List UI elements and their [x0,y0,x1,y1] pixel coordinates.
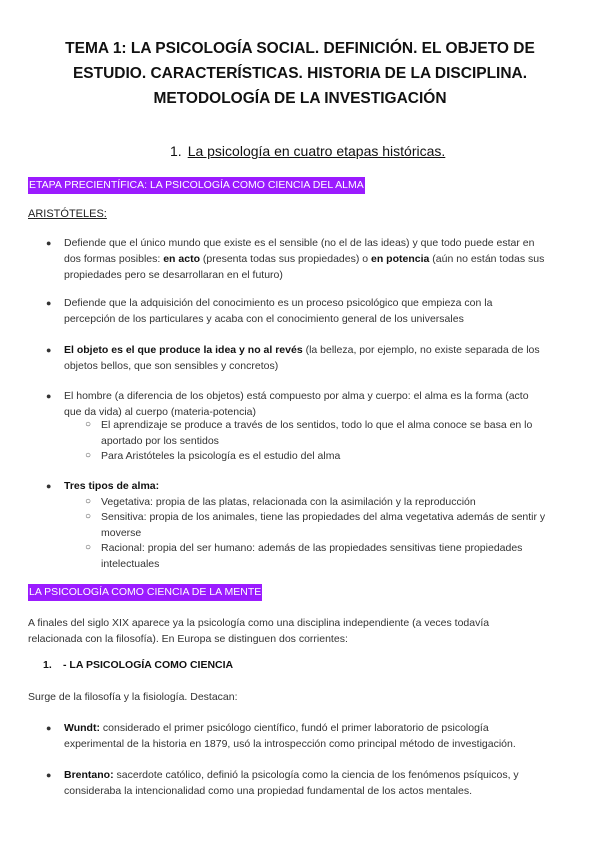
paragraph-surge: Surge de la filosofía y la fisiología. Destacan: [28,691,238,703]
section-heading-text: La psicología en cuatro etapas históricas. [187,143,446,159]
bullet-item-brentano: Brentano: sacerdote católico, definió la psicología como la ciencia de los fenómenos psíquicos, y consideraba la intencionalidad como una propiedad fundamental de los actos mentales. [64,769,519,797]
bullet-icon: ● [46,238,52,248]
section-heading-1 [170,143,445,159]
bullet-item-wundt: Wundt: considerado el primer psicólogo científico, fundó el primer laboratorio de psicología experimental de la historia en 1879, usó la introspección como principal método de investigación. [64,722,516,750]
document-title [40,36,560,111]
title-line-3: METODOLOGÍA DE LA INVESTIGACIÓN [153,90,447,107]
subbullet-item-estudio-alma: Para Aristóteles la psicología es el estudio del alma [101,450,341,462]
title-line-1: TEMA 1: LA PSICOLOGÍA SOCIAL. DEFINICIÓN. EL OBJETO DE [65,40,535,57]
subbullet-item-sensitiva: Sensitiva: propia de los animales, tiene las propiedades del alma vegetativa además de sentir y moverse [101,511,546,539]
bullet-item-4: El hombre (a diferencia de los objetos) está compuesto por alma y cuerpo: el alma es la forma (acto que da vida) al cuerpo (materia-potencia) [64,390,529,418]
subbullet-item-aprendizaje: El aprendizaje se produce a través de los sentidos, todo lo que el alma conoce se basa en lo aportado por los sentidos [101,419,533,447]
bullet-icon: ● [46,723,52,733]
bullet-icon: ● [46,481,52,491]
bullet-icon: ● [46,345,52,355]
author-heading-aristoteles: ARISTÓTELES: [28,208,107,220]
subbullet-item-vegetativa: Vegetativa: propia de las platas, relacionada con la asimilación y la reproducción [101,496,476,508]
bullet-icon: ● [46,391,52,401]
bullet-item-2: Defiende que la adquisición del conocimiento es un proceso psicológico que empieza con la percepción de los particulares y acaba con el conocimiento general de los universales [64,297,493,325]
bullet-item-5: Tres tipos de alma: [64,480,160,492]
bullet-item-3: El objeto es el que produce la idea y no al revés (la belleza, por ejemplo, no existe separada de los objetos bellos, que son sensibles y concretos) [64,344,540,372]
highlight-ciencia-mente: LA PSICOLOGÍA COMO CIENCIA DE LA MENTE [28,584,262,601]
subbullet-icon: ○ [85,496,92,507]
bullet-icon: ● [46,770,52,780]
subbullet-item-racional: Racional: propia del ser humano: además de las propiedades sensitivas tiene propiedades intelectuales [101,542,523,570]
subbullet-icon: ○ [85,450,92,461]
bullet-icon: ● [46,298,52,308]
title-line-2: ESTUDIO. CARACTERÍSTICAS. HISTORIA DE LA DISCIPLINA. [72,65,528,82]
subbullet-icon: ○ [85,542,92,553]
subsection-heading-ciencia: 1. - LA PSICOLOGÍA COMO CIENCIA [43,659,234,671]
paragraph-siglo-xix: A finales del siglo XIX aparece ya la psicología como una disciplina independiente (a veces todavía relacionada con la filosofía). En Europa se distinguen dos corrientes: [28,617,490,645]
section-number: 1. [170,143,182,159]
subbullet-icon: ○ [85,511,92,522]
highlight-etapa-precientifica: ETAPA PRECIENTÍFICA: LA PSICOLOGÍA COMO CIENCIA DEL ALMA [28,177,365,194]
subbullet-icon: ○ [85,419,92,430]
bullet-item-1: Defiende que el único mundo que existe es el sensible (no el de las ideas) y que todo puede estar en dos formas posibles: en acto (presenta todas sus propiedades) o en potencia (aún no están todas sus propiedades pero se desarrollaran en el futuro) [64,237,545,281]
